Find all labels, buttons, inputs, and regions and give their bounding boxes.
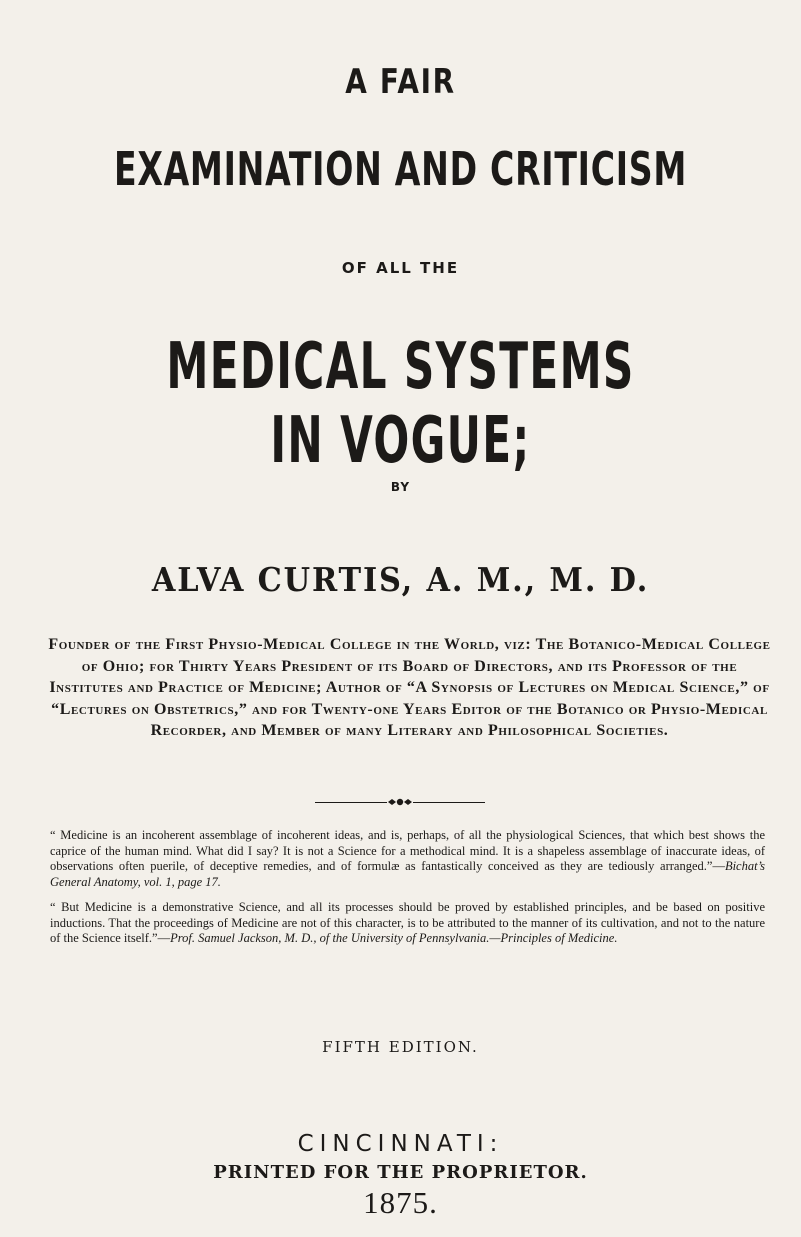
author-name: ALVA CURTIS, A. M., M. D. [151, 560, 650, 599]
imprint-year: 1875. [363, 1185, 438, 1220]
epigraph-text: “ Medicine is an incoherent assemblage of incoherent ideas, and is, perhaps, of all the physiological Sciences, that which best shows the caprice of the human mind. What did I say? It is not a Science for a methodical mind. It is a shapeless assemblage of inaccurate ideas, of observations often puerile, of deceptive remedies, and of formulæ as fantastically conceived as they are tediously arranged.”— [50, 828, 765, 873]
imprint-printer: PRINTED FOR THE PROPRIETOR. [213, 1162, 588, 1183]
title-line-2: EXAMINATION AND CRITICISM [113, 142, 688, 196]
imprint-city: CINCINNATI: [297, 1131, 504, 1157]
epigraph-citation: Bichat’s General Anatomy, vol. 1, page 17. [50, 859, 765, 889]
title-line-1: A FAIR [345, 62, 456, 102]
epigraph-jackson [50, 900, 765, 947]
byline-by: BY [390, 480, 411, 494]
author-description: Founder of the First Physio-Medical College in the World, viz: The Botanico-Medical College of Ohio; for Thirty Years President of its Board of Directors, and its Professor of the Institutes and Practice of Medicine; Author of “A Synopsis of Lectures on Medical Science,” of “Lectures on Obstetrics,” and for Twenty-one Years Editor of the Botanico or Physio-Medical Recorder, and Member of many Literary and Philosophical Societies. [48, 636, 771, 739]
ornament-icon [387, 797, 413, 807]
title-line-3: OF ALL THE [341, 259, 460, 277]
ornamental-rule [315, 801, 485, 804]
epigraph-citation: Prof. Samuel Jackson, M. D., of the University of Pennsylvania.—Principles of Medicine. [170, 931, 618, 945]
epigraph-bichat [50, 828, 765, 890]
title-line-4: MEDICAL SYSTEMS IN VOGUE; [166, 330, 635, 478]
epigraph-text: “ But Medicine is a demonstrative Science, and all its processes should be proved by established principles, and be based on positive inductions. That the proceedings of Medicine are not of this character, is to be attributed to the manner of its cultivation, and not to the nature of the Science itself.”— [50, 900, 765, 945]
edition: FIFTH EDITION. [322, 1038, 479, 1056]
